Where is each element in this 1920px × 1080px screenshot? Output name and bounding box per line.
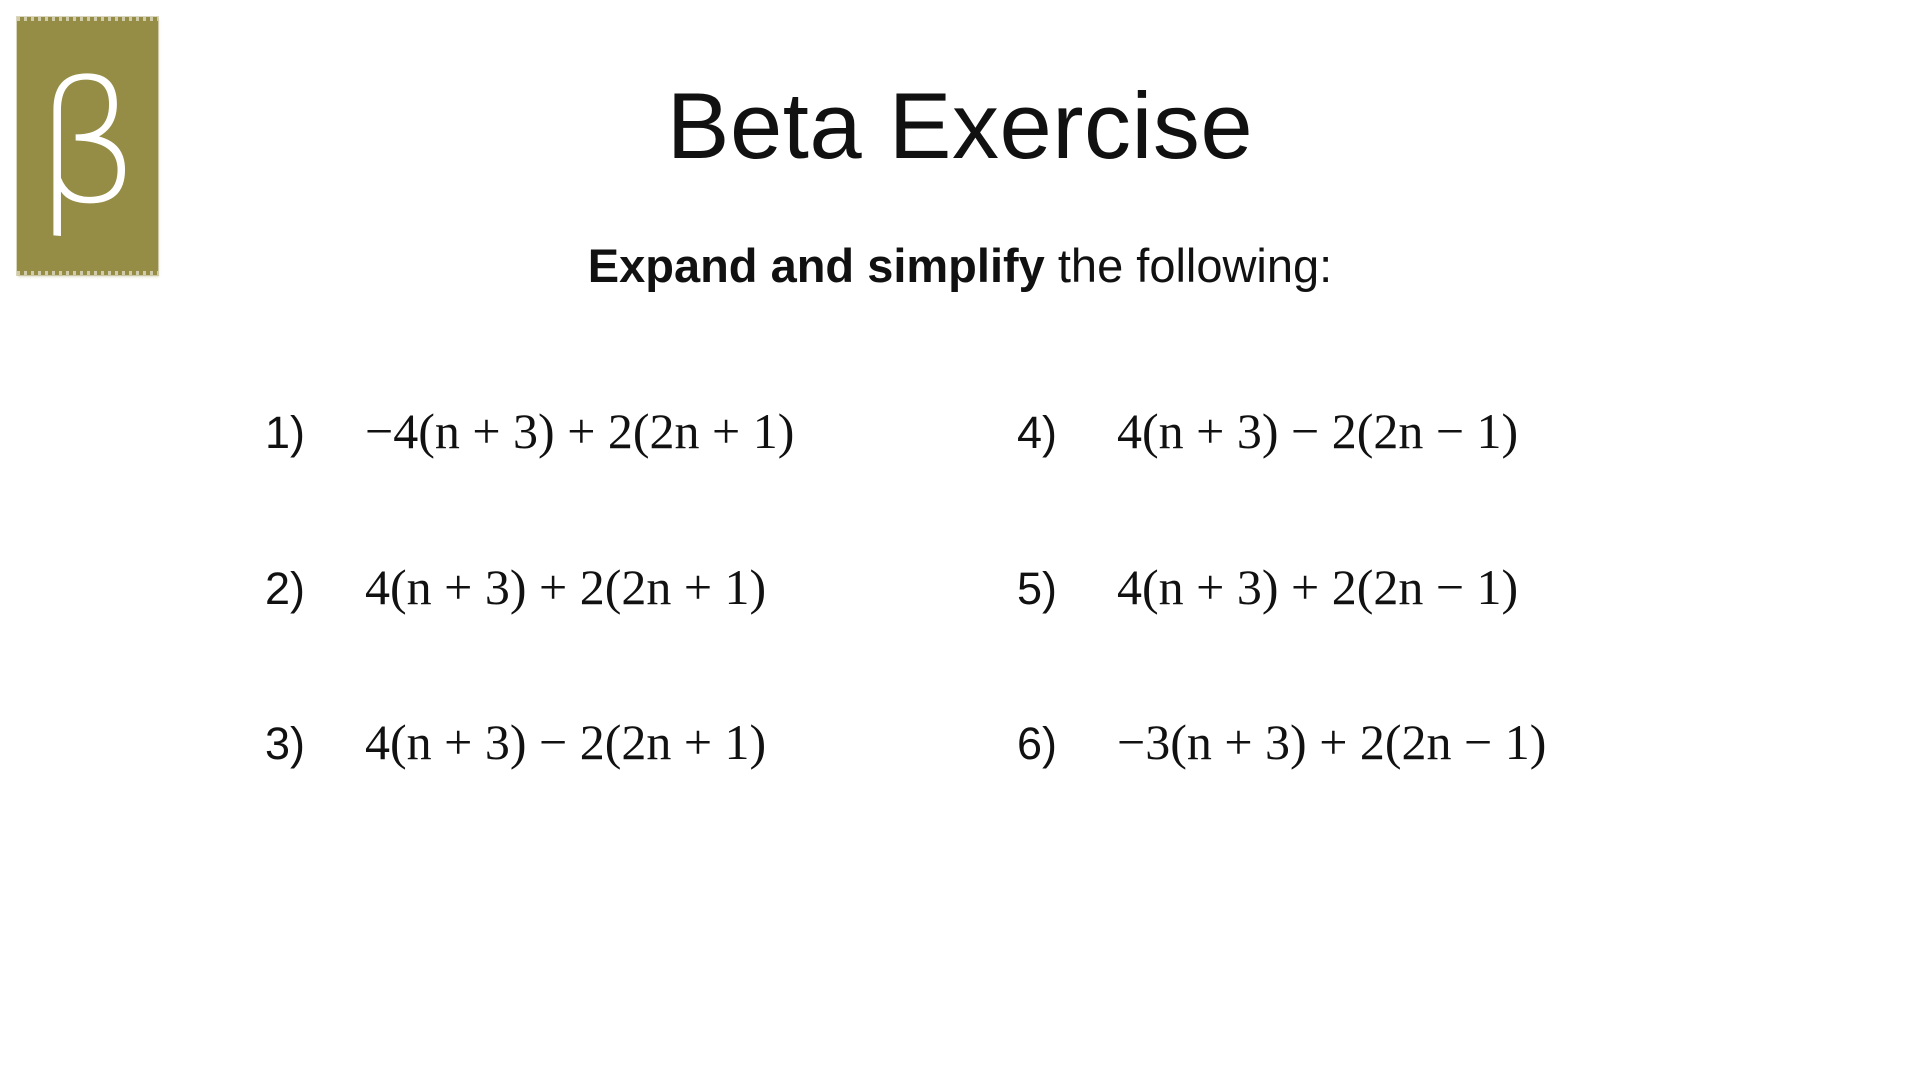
question-expression: 4(n + 3) + 2(2n − 1) <box>1117 559 1519 615</box>
question-expression: 4(n + 3) + 2(2n + 1) <box>365 559 767 615</box>
question-5 <box>1017 558 1518 616</box>
question-4 <box>1017 402 1518 460</box>
question-number: 1) <box>265 407 306 458</box>
instruction <box>0 238 1920 293</box>
question-expression: −3(n + 3) + 2(2n − 1) <box>1117 714 1547 770</box>
question-6 <box>1017 713 1546 771</box>
question-expression: 4(n + 3) − 2(2n − 1) <box>1117 403 1519 459</box>
question-number: 2) <box>265 563 306 614</box>
instruction-bold: Expand and simplify <box>587 239 1045 292</box>
question-2 <box>265 558 766 616</box>
question-3 <box>265 713 766 771</box>
page-title: Beta Exercise <box>666 73 1254 178</box>
question-expression: 4(n + 3) − 2(2n + 1) <box>365 714 767 770</box>
instruction-normal: the following: <box>1044 239 1333 292</box>
question-expression: −4(n + 3) + 2(2n + 1) <box>365 403 795 459</box>
question-1 <box>265 402 794 460</box>
question-number: 4) <box>1017 407 1058 458</box>
beta-symbol-icon: β <box>33 45 142 241</box>
question-number: 6) <box>1017 718 1058 769</box>
question-number: 5) <box>1017 563 1058 614</box>
question-number: 3) <box>265 718 306 769</box>
